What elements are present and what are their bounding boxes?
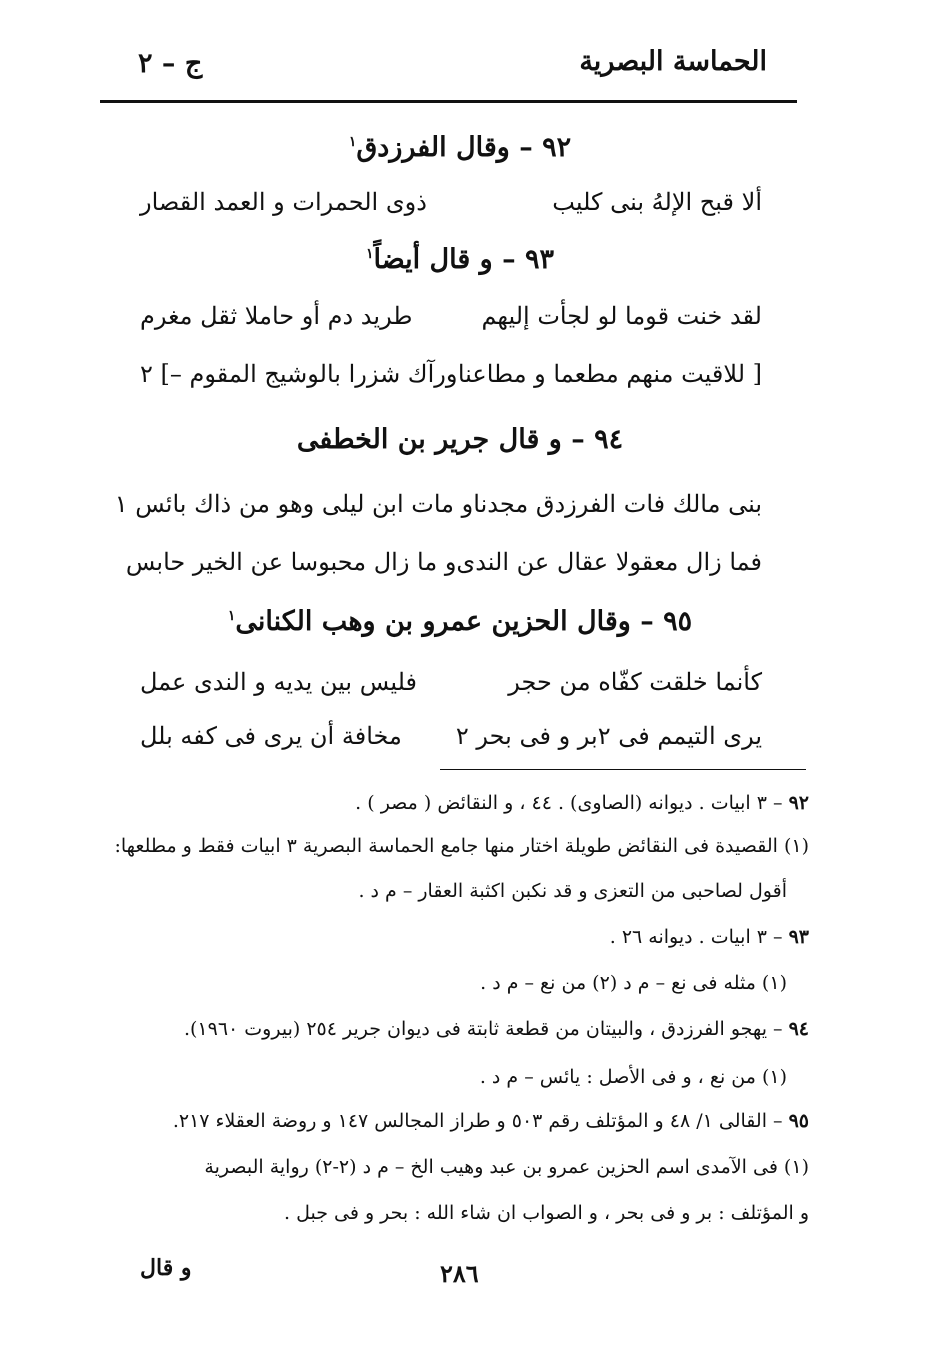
header-rule [100,100,797,103]
footnote [204,1156,809,1178]
footnote-number: ٩٥ [788,1110,809,1132]
verse [140,722,762,750]
second-hemistich: فليس بين يديه و الندى عمل [140,668,417,696]
running-title: الحماسة البصرية [579,46,767,77]
first-hemistich: [ للاقيت منهم مطعما و مطاعنا [457,360,762,388]
verse [125,548,762,576]
footnote-text: و المؤتلف : بر و فى بحر ، و الصواب ان شاء الله : بحر و فى جبل . [284,1202,809,1224]
footnote-text: (١) القصيدة فى النقائض طويلة اختار منها جامع الحماسة البصرية ٣ ابيات فقط و مطلعها: [114,835,809,857]
poem-title: – و قال جرير بن الخطفى [296,424,585,455]
catchword: و قال [140,1255,192,1281]
first-hemistich: بنى مالك فات الفرزدق مجدنا [473,490,762,518]
poem-number: ٩٤ [594,424,624,455]
footnote [355,792,809,814]
verse [140,188,762,216]
footnote [173,1110,809,1132]
footnote-text: – القالى ١/ ٤٨ و المؤتلف رقم ٥٠٣ و طراز المجالس ١٤٧ و روضة العقلاء ٢١٧. [172,1110,783,1132]
poem-heading-93 [100,244,820,275]
footnote-number: ٩٢ [788,792,809,814]
poem-number: ٩٢ [542,132,572,163]
footnote [184,1018,809,1040]
poem-heading-95 [100,606,820,637]
footnote-text: (١) فى الآمدى اسم الحزين عمرو بن عبد وهيب الخ – م د (٢-٢) رواية البصرية [204,1156,809,1178]
footnote-text: (١) مثله فى نع – م د (٢) من نع – م د . [480,972,787,994]
footnote-text: – يهجو الفرزدق ، والبيتان من قطعة ثابتة فى ديوان جرير ٢٥٤ (بيروت ١٩٦٠). [183,1018,783,1040]
footnote [480,972,787,994]
first-hemistich: كأنما خلقت كفّاه من حجر [508,668,762,696]
verse [140,360,762,388]
footnote [114,835,809,857]
footnote-separator [440,769,806,770]
footnote-number: ٩٤ [788,1018,809,1040]
note-mark: ١ [227,608,236,624]
note-mark: ١ [348,134,357,150]
second-hemistich: ذوى الحمرات و العمد القصار [140,188,427,216]
volume-label: ج – ٢ [138,48,203,79]
poem-heading-94 [100,424,820,455]
second-hemistich: مخافة أن يرى فى كفه بلل [140,722,402,750]
footnote-text: – ٣ ابيات . ديوانه (الصاوى) . ٤٤ ، و النقائض ( مصر ) . [355,792,783,814]
footnote [284,1202,809,1224]
verse [114,490,762,518]
second-hemistich: ورآك شزرا بالوشيج المقوم –] ٢ [140,360,458,388]
first-hemistich: ألا قبح الإلهُ بنى كليب [552,188,762,216]
second-hemistich: و مات ابن ليلى وهو من ذاك بائس ١ [114,490,474,518]
poem-number: ٩٣ [525,244,555,275]
first-hemistich: يرى التيمم فى ٢بر و فى بحر ٢ [455,722,762,750]
verse [140,668,762,696]
poem-title: – وقال الفرزدق [356,132,533,163]
poem-title: – و قال أيضاً [373,244,516,275]
footnote-number: ٩٣ [788,926,809,948]
footnote-verse [358,880,787,902]
second-hemistich: طريد دم أو حاملا ثقل مغرم [140,302,413,330]
poem-heading-92 [100,132,820,163]
first-hemistich: لقد خنت قوما لو لجأت إليهم [481,302,762,330]
poem-title: – وقال الحزين عمرو بن وهب الكنانى [235,606,654,637]
footnote-text: (١) من نع ، و فى الأصل : يائس – م د . [479,1066,787,1088]
footnote [610,926,809,948]
page-number: ٢٨٦ [440,1259,479,1288]
note-mark: ١ [365,246,374,262]
footnote-text: أقول لصاحبى من التعزى و قد نكبن اكثبة العقار – م د . [358,880,787,902]
footnote [480,1066,787,1088]
footnote-text: – ٣ ابيات . ديوانه ٢٦ . [609,926,783,948]
first-hemistich: فما زال معقولا عقال عن الندى [456,548,762,576]
second-hemistich: و ما زال محبوسا عن الخير حابس [125,548,457,576]
poem-number: ٩٥ [663,606,693,637]
verse [140,302,762,330]
